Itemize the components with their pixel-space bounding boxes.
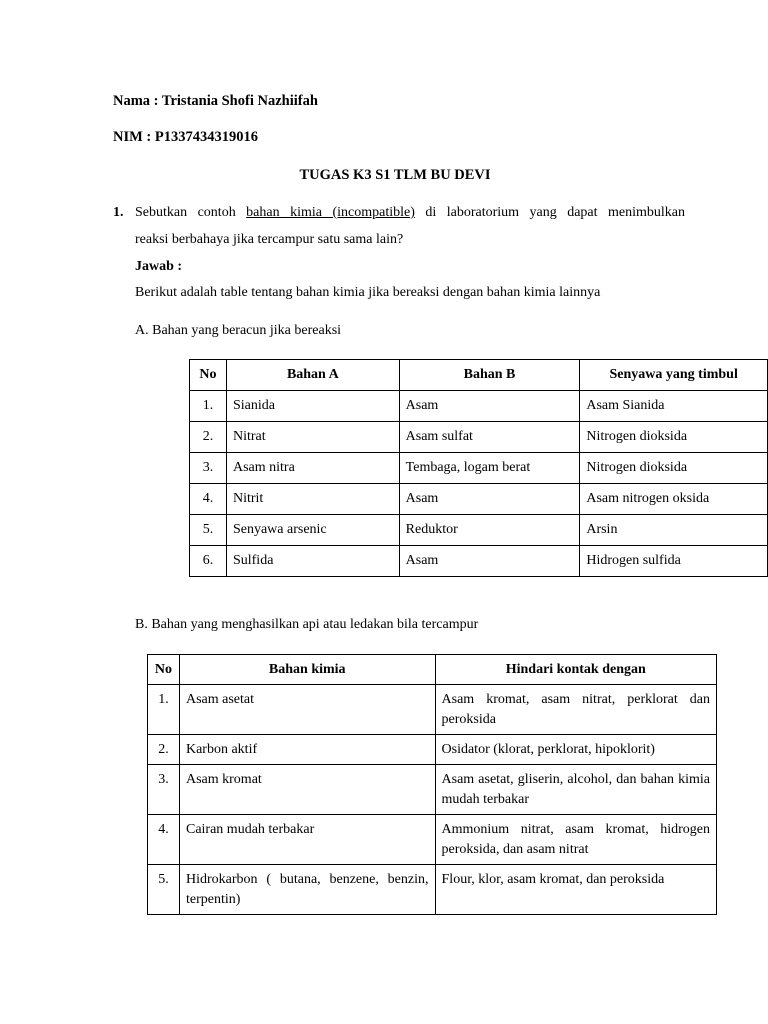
cell-bahan-b: Asam (399, 391, 580, 422)
answer-intro: Berikut adalah table tentang bahan kimia jika bereaksi dengan bahan kimia lainnya (135, 285, 601, 300)
cell-bahan-kimia: Karbon aktif (179, 735, 435, 765)
table-row (148, 815, 717, 865)
cell-bahan-a: Senyawa arsenic (226, 515, 399, 546)
cell-no: 4. (190, 484, 227, 515)
cell-bahan-b: Reduktor (399, 515, 580, 546)
cell-bahan-b: Asam (399, 546, 580, 577)
cell-no: 4. (148, 815, 180, 865)
cell-no: 2. (190, 422, 227, 453)
table-row (148, 765, 717, 815)
fire-explosion-table (147, 654, 717, 915)
header-bahan-b: Bahan B (399, 360, 580, 391)
cell-hindari-kontak: Asam kromat, asam nitrat, perklorat dan peroksida (435, 685, 716, 735)
table-header-row (190, 360, 768, 391)
student-name: Nama : Tristania Shofi Nazhiifah (113, 93, 318, 109)
table-row (190, 515, 768, 546)
cell-senyawa: Nitrogen dioksida (580, 422, 768, 453)
cell-senyawa: Asam Sianida (580, 391, 768, 422)
cell-bahan-a: Sianida (226, 391, 399, 422)
cell-no: 2. (148, 735, 180, 765)
cell-no: 3. (148, 765, 180, 815)
answer-label: Jawab : (135, 259, 183, 274)
table-row (190, 391, 768, 422)
cell-hindari-kontak: Osidator (klorat, perklorat, hipoklorit) (435, 735, 716, 765)
cell-bahan-kimia: Asam asetat (179, 685, 435, 735)
cell-bahan-b: Tembaga, logam berat (399, 453, 580, 484)
question-text-start: Sebutkan contoh (135, 205, 247, 220)
table-row (190, 453, 768, 484)
question-text-line-1 (135, 205, 685, 221)
cell-bahan-a: Nitrat (226, 422, 399, 453)
cell-bahan-a: Asam nitra (226, 453, 399, 484)
cell-senyawa: Arsin (580, 515, 768, 546)
student-nim: NIM : P1337434319016 (113, 129, 258, 145)
table-header-row (148, 655, 717, 685)
cell-bahan-b: Asam sulfat (399, 422, 580, 453)
document-title: TUGAS K3 S1 TLM BU DEVI (299, 167, 491, 183)
cell-no: 3. (190, 453, 227, 484)
table-row (148, 865, 717, 915)
cell-bahan-b: Asam (399, 484, 580, 515)
header-bahan-a: Bahan A (226, 360, 399, 391)
header-senyawa: Senyawa yang timbul (580, 360, 768, 391)
cell-bahan-a: Nitrit (226, 484, 399, 515)
cell-no: 1. (190, 391, 227, 422)
question-text-underlined: bahan kimia (incompatible) (246, 205, 415, 220)
cell-no: 6. (190, 546, 227, 577)
toxic-reaction-table (189, 359, 768, 577)
cell-bahan-kimia: Asam kromat (179, 765, 435, 815)
cell-no: 5. (190, 515, 227, 546)
cell-bahan-kimia: Hidrokarbon ( butana, benzene, benzin, terpentin) (179, 865, 435, 915)
cell-no: 5. (148, 865, 180, 915)
cell-senyawa: Nitrogen dioksida (580, 453, 768, 484)
table-row (148, 735, 717, 765)
section-b-title: B. Bahan yang menghasilkan api atau ledakan bila tercampur (135, 617, 479, 632)
table-row (190, 484, 768, 515)
question-number: 1. (113, 205, 124, 220)
cell-bahan-kimia: Cairan mudah terbakar (179, 815, 435, 865)
question-text-line-2: reaksi berbahaya jika tercampur satu sama lain? (135, 232, 404, 247)
cell-no: 1. (148, 685, 180, 735)
cell-bahan-a: Sulfida (226, 546, 399, 577)
section-a-title: A. Bahan yang beracun jika bereaksi (135, 323, 342, 338)
header-hindari-kontak: Hindari kontak dengan (435, 655, 716, 685)
table-row (190, 546, 768, 577)
table-row (148, 685, 717, 735)
cell-senyawa: Asam nitrogen oksida (580, 484, 768, 515)
cell-hindari-kontak: Flour, klor, asam kromat, dan peroksida (435, 865, 716, 915)
question-text-end: di laboratorium yang dapat menimbulkan (414, 205, 685, 220)
cell-hindari-kontak: Ammonium nitrat, asam kromat, hidrogen peroksida, dan asam nitrat (435, 815, 716, 865)
header-no: No (190, 360, 227, 391)
cell-hindari-kontak: Asam asetat, gliserin, alcohol, dan bahan kimia mudah terbakar (435, 765, 716, 815)
header-bahan-kimia: Bahan kimia (179, 655, 435, 685)
table-row (190, 422, 768, 453)
cell-senyawa: Hidrogen sulfida (580, 546, 768, 577)
header-no: No (148, 655, 180, 685)
